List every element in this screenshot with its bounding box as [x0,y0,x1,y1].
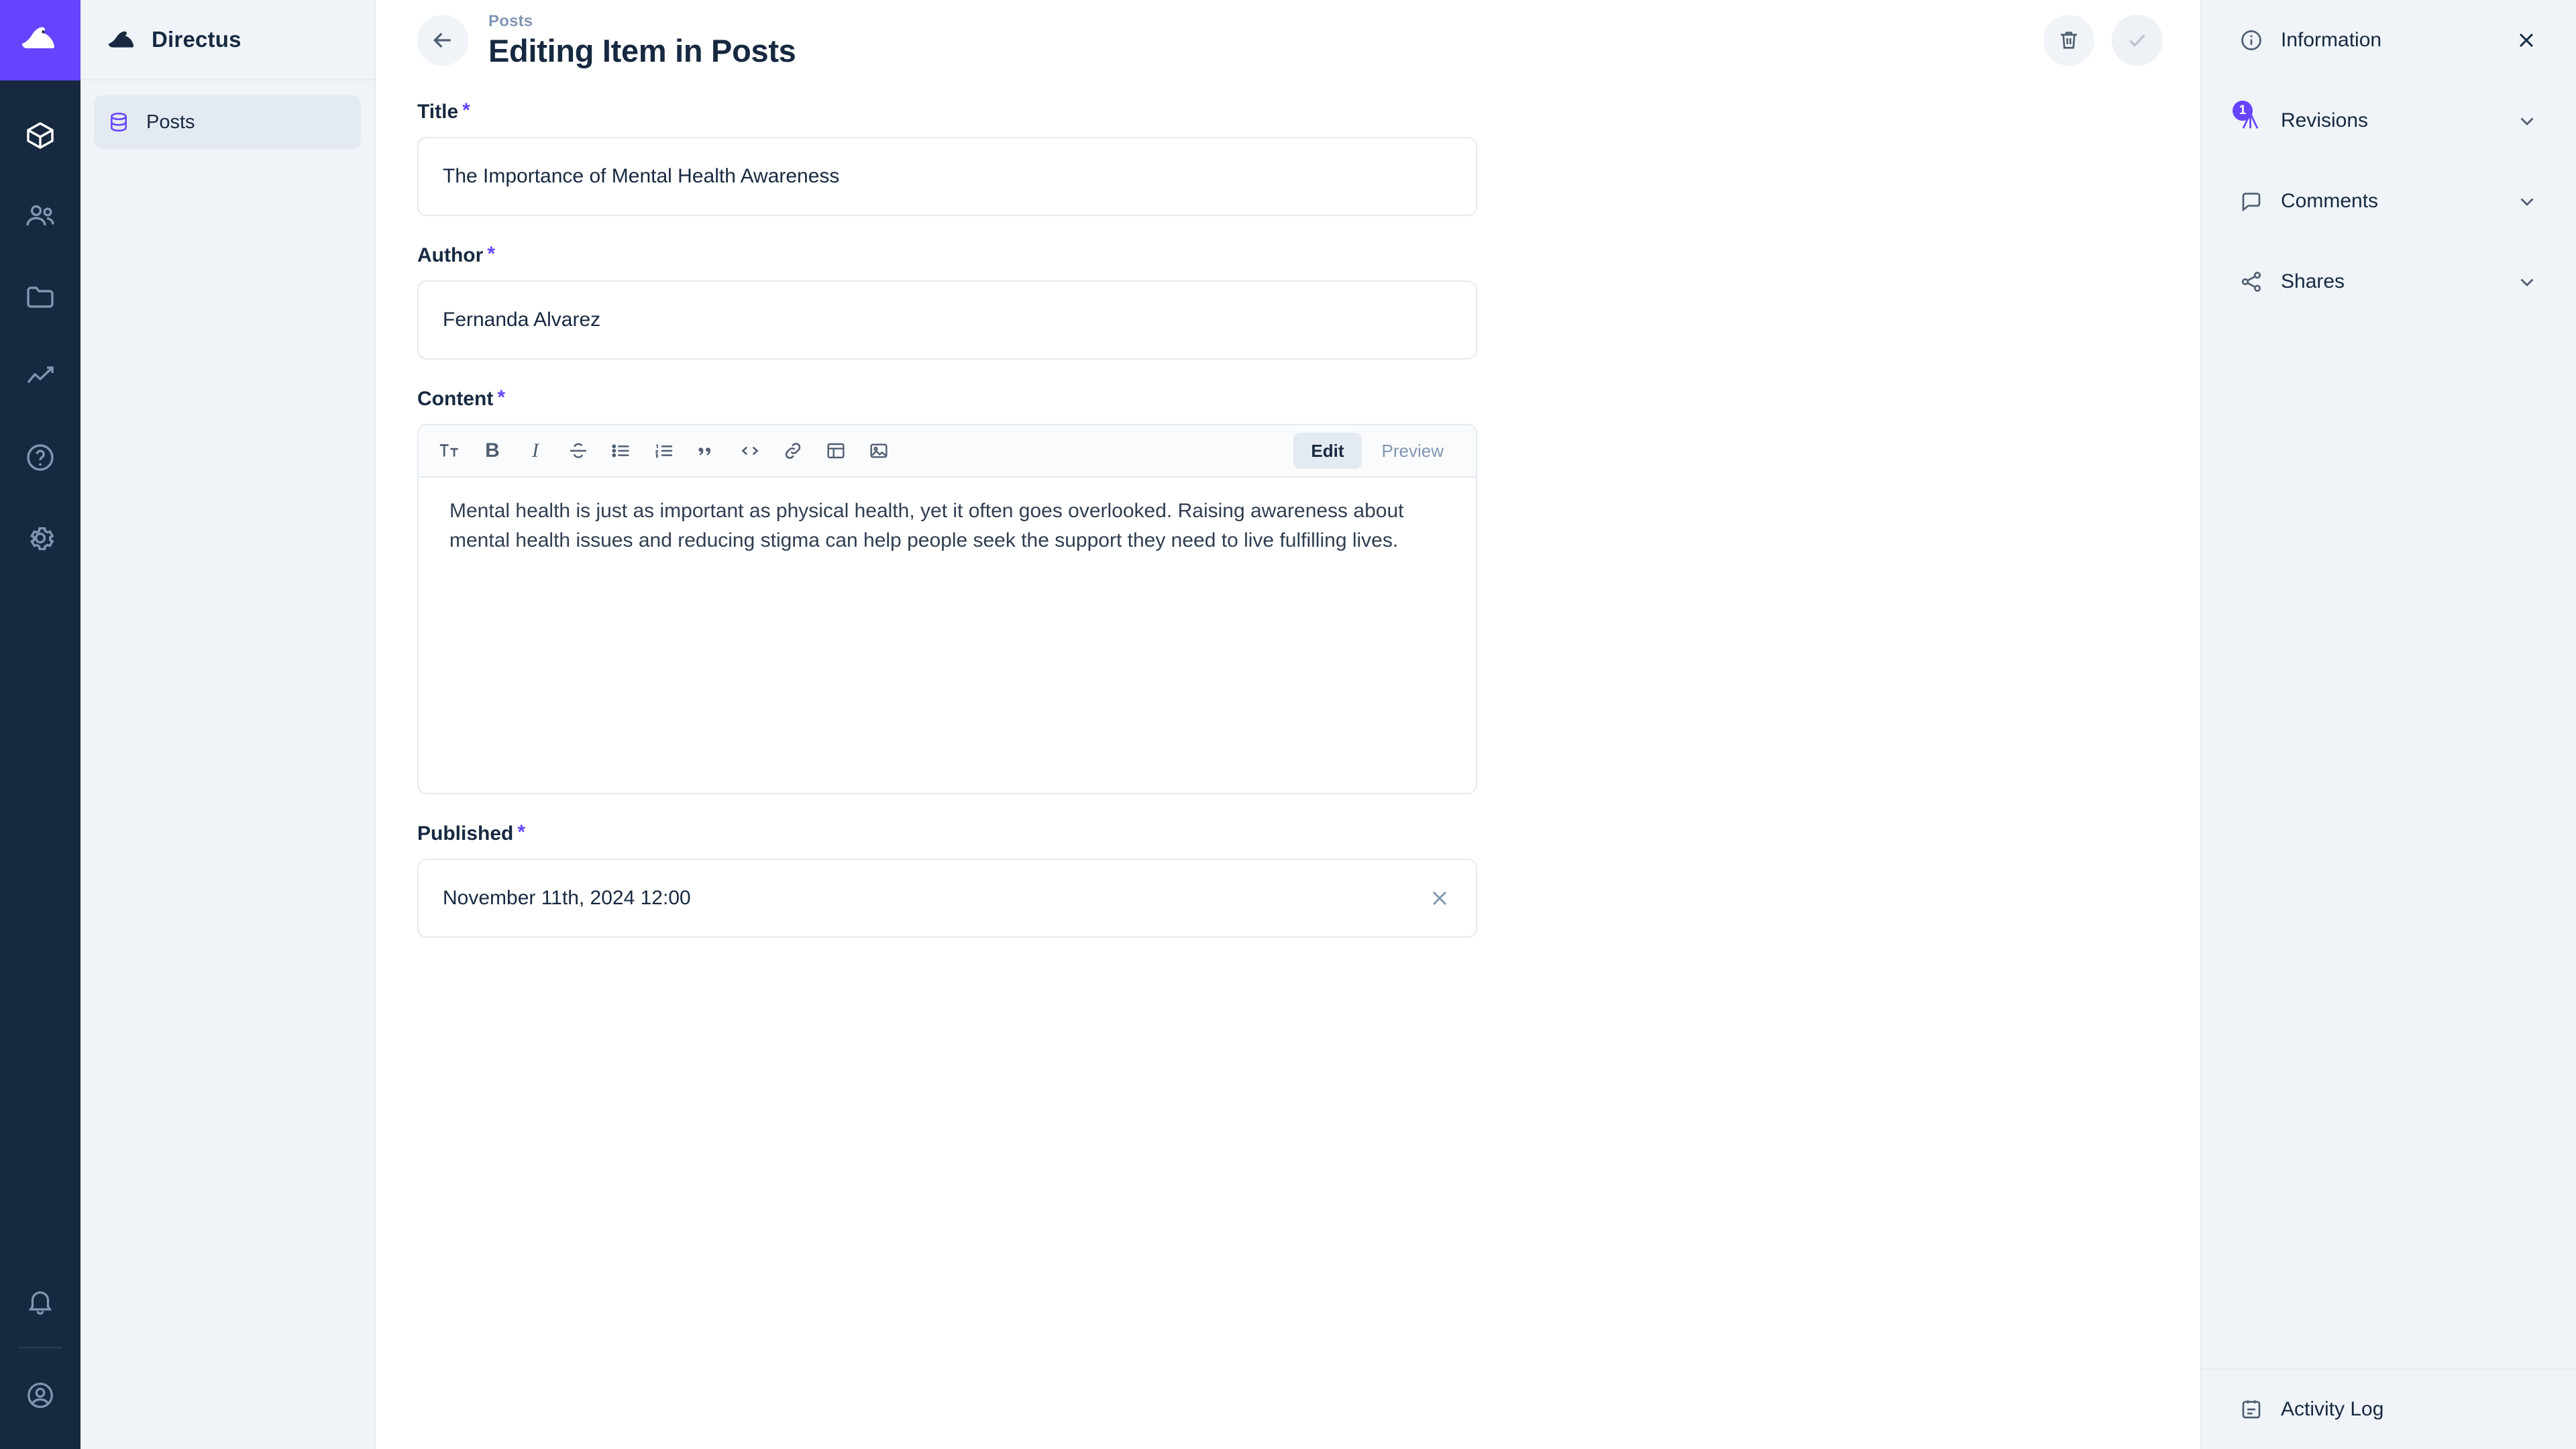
sidebar-drawer [2200,0,2576,1449]
page-title: Editing Item in Posts [488,32,796,68]
database-icon [107,111,130,133]
edit-item-form [376,80,1878,966]
chevron-down-icon[interactable] [2516,190,2538,213]
table-icon[interactable] [817,432,855,470]
strikethrough-glyph [568,440,589,462]
field-label-published [417,822,1837,845]
sidebar-item-posts[interactable] [94,95,361,149]
main-content [376,0,2200,1449]
chevron-down-glyph [2516,190,2538,213]
revisions-badge: 1 [2233,101,2253,121]
image-glyph [868,440,890,462]
label-text: Author [417,244,484,266]
bold-icon[interactable]: B [485,439,500,462]
module-icon-list [0,80,80,578]
code-glyph [739,440,761,462]
editor-toolbar [419,425,1476,478]
drawer-item-label: Information [2281,29,2382,51]
module-icon-content[interactable] [0,95,80,176]
chevron-down-icon[interactable] [2516,270,2538,293]
close-icon[interactable] [2514,28,2538,52]
chart-line-icon [24,361,56,393]
activity-log-glyph [2239,1397,2263,1421]
drawer-item-information[interactable] [2202,0,2576,80]
close-glyph [1428,886,1452,910]
required-marker: * [517,821,526,843]
project-name: Directus [152,27,241,52]
drawer-item-label: Comments [2281,190,2379,212]
navigation-sidebar [80,0,376,1449]
drawer-item-revisions[interactable] [2202,80,2576,161]
box-icon [24,119,56,152]
author-input[interactable]: Fernanda Alvarez [417,280,1477,360]
activity-log-icon [2239,1397,2263,1421]
label-text: Content [417,388,494,410]
bell-icon [25,1286,56,1317]
table-glyph [825,440,847,462]
project-header[interactable] [80,0,374,80]
code-block-icon[interactable] [731,432,769,470]
drawer-item-label: Revisions [2281,109,2369,131]
title-input[interactable]: The Importance of Mental Health Awareness [417,137,1477,216]
strikethrough-icon[interactable] [559,432,597,470]
field-label-content [417,388,1837,411]
close-icon[interactable] [1428,886,1452,910]
comment-glyph [2239,189,2263,213]
trash-icon [2057,28,2081,52]
gear-icon [24,522,56,554]
activity-log-button[interactable] [2202,1368,2576,1449]
back-button[interactable] [417,15,468,66]
folder-icon [24,280,56,313]
field-label-author [417,244,1837,267]
close-glyph [2514,28,2538,52]
italic-icon[interactable]: I [532,439,539,462]
directus-mark-icon [107,30,134,49]
link-glyph [782,440,804,462]
image-icon[interactable] [860,432,898,470]
drawer-spacer [2202,322,2576,1368]
content-editor [417,424,1477,794]
numbered-list-icon[interactable] [645,432,683,470]
link-icon[interactable] [774,432,812,470]
user-account-button[interactable] [0,1355,80,1436]
module-icon-settings[interactable] [0,498,80,578]
account-circle-icon [25,1380,56,1411]
header-actions [2043,15,2163,66]
people-icon [24,200,56,232]
tab-preview[interactable]: Preview [1381,440,1444,461]
drawer-item-label: Shares [2281,270,2345,292]
bullet-list-glyph [610,440,632,462]
chevron-down-glyph [2516,270,2538,293]
drawer-item-comments[interactable] [2202,161,2576,241]
breadcrumb[interactable]: Posts [488,11,533,30]
field-content [417,388,1837,794]
module-divider [19,1347,62,1348]
revisions-icon [2239,103,2263,133]
title-block [488,12,796,69]
tab-edit[interactable]: Edit [1293,433,1361,469]
drawer-item-shares[interactable] [2202,241,2576,322]
content-paragraph: Mental health is just as important as physical health, yet it often goes overlooked. Raising awareness about mental health issues and reducing stigma can help people seek the support they need to live fulfilling lives. [449,500,1404,551]
bullet-list-icon[interactable] [602,432,640,470]
module-bar-bottom [0,1261,80,1449]
label-text: Published [417,822,514,845]
content-textarea[interactable] [419,478,1476,793]
page-header [376,0,2200,80]
activity-log-label: Activity Log [2281,1398,2384,1420]
field-title [417,101,1837,216]
chevron-down-icon[interactable] [2516,109,2538,132]
module-icon-insights[interactable] [0,337,80,417]
info-icon [2239,28,2263,52]
check-icon [2125,28,2149,52]
module-icon-user-directory[interactable] [0,176,80,256]
font-size-icon[interactable] [431,432,468,470]
save-button[interactable] [2112,15,2163,66]
directus-rabbit-logo-icon [19,23,61,57]
info-glyph [2239,28,2263,52]
share-icon [2239,270,2263,294]
collection-list [80,80,374,149]
font-size-glyph [438,439,461,462]
directus-mark-glyph [107,30,134,49]
editor-mode-tabs [1293,433,1464,469]
label-text: Title [417,101,459,123]
required-marker: * [487,243,495,265]
published-datetime-input[interactable] [417,859,1477,938]
comment-icon [2239,189,2263,213]
blockquote-glyph [696,440,718,462]
published-value: November 11th, 2024 12:00 [443,887,691,909]
module-icon-file-library[interactable] [0,256,80,337]
required-marker: * [462,99,470,121]
field-author [417,244,1837,360]
directus-logo[interactable] [0,0,80,80]
numbered-list-glyph [653,440,675,462]
module-bar [0,0,80,1449]
sidebar-item-label: Posts [146,111,195,133]
database-glyph [107,111,130,133]
delete-button[interactable] [2043,15,2094,66]
notifications-button[interactable] [0,1261,80,1342]
module-icon-docs[interactable] [0,417,80,498]
field-published [417,822,1837,938]
share-glyph [2239,270,2263,294]
chevron-down-glyph [2516,109,2538,132]
blockquote-icon[interactable] [688,432,726,470]
help-circle-icon [24,441,56,474]
field-label-title [417,101,1837,123]
arrow-left-icon [429,27,456,54]
required-marker: * [497,386,505,409]
